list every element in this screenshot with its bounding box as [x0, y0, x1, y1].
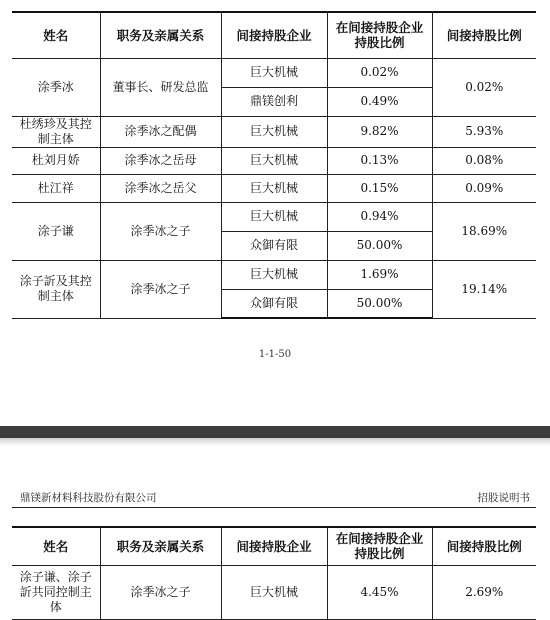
cell-company-ratio: 0.02%: [327, 58, 432, 87]
cell-company-ratio: 50.00%: [327, 231, 432, 260]
cell-total: 19.14%: [432, 260, 536, 318]
header-indirect-ratio: 间接持股比例: [432, 527, 536, 565]
header-company: 间接持股企业: [221, 12, 327, 58]
header-relation: 职务及亲属关系: [100, 12, 221, 58]
shareholding-table: [12, 11, 536, 319]
table-row: [12, 116, 536, 147]
cell-total: 0.08%: [432, 147, 536, 174]
cell-relation: 涂季冰之配偶: [100, 116, 221, 147]
cell-company-ratio: 50.00%: [327, 289, 432, 318]
cell-relation: 涂季冰之岳母: [100, 147, 221, 174]
cell-company: 巨大机械: [221, 174, 327, 202]
cell-total: 0.09%: [432, 174, 536, 202]
cell-relation: 董事长、研发总监: [100, 58, 221, 116]
header-indirect-ratio: 间接持股比例: [432, 12, 536, 58]
header-divider: [12, 507, 536, 508]
cell-company: 巨大机械: [221, 202, 327, 231]
cell-company-ratio: 1.69%: [327, 260, 432, 289]
cell-relation: 涂季冰之子: [100, 260, 221, 318]
document-type-header: 招股说明书: [477, 492, 530, 504]
company-name-header: 鼎镁新材料科技股份有限公司: [20, 492, 157, 504]
cell-company: 巨大机械: [221, 116, 327, 147]
cell-name: 杜刘月娇: [12, 147, 100, 174]
cell-name: 涂季冰: [12, 58, 100, 116]
cell-company: 巨大机械: [221, 58, 327, 87]
cell-company-ratio: 0.13%: [327, 147, 432, 174]
page-number: 1-1-50: [258, 349, 292, 360]
table-header-row: [12, 527, 536, 565]
cell-company: 众御有限: [221, 289, 327, 318]
page-separator: [0, 426, 550, 438]
cell-name: 涂子谦: [12, 202, 100, 260]
cell-relation: 涂季冰之子: [100, 202, 221, 260]
header-name: 姓名: [12, 12, 100, 58]
cell-total: 18.69%: [432, 202, 536, 260]
cell-company-ratio: 4.45%: [327, 565, 432, 619]
cell-company: 巨大机械: [221, 147, 327, 174]
cell-name: 杜江祥: [12, 174, 100, 202]
cell-company: 众御有限: [221, 231, 327, 260]
shareholding-table-continued: [12, 526, 536, 620]
table-row: [12, 58, 536, 87]
cell-company-ratio: 0.15%: [327, 174, 432, 202]
cell-total: 2.69%: [432, 565, 536, 619]
table-row: [12, 260, 536, 289]
cell-relation: 涂季冰之子: [100, 565, 221, 619]
cell-company: 巨大机械: [221, 565, 327, 619]
table-row: [12, 174, 536, 202]
header-relation: 职务及亲属关系: [100, 527, 221, 565]
cell-total: 0.02%: [432, 58, 536, 116]
cell-company: 鼎镁创利: [221, 87, 327, 116]
cell-company-ratio: 9.82%: [327, 116, 432, 147]
header-company-ratio: 在间接持股企业持股比例: [327, 12, 432, 58]
cell-name: 涂子訢及其控制主体: [12, 260, 100, 318]
table-header-row: [12, 12, 536, 58]
document-page-2: [0, 446, 550, 620]
table-row: [12, 202, 536, 231]
header-company: 间接持股企业: [221, 527, 327, 565]
header-company-ratio: 在间接持股企业持股比例: [327, 527, 432, 565]
header-name: 姓名: [12, 527, 100, 565]
table-row: [12, 565, 536, 619]
cell-total: 5.93%: [432, 116, 536, 147]
cell-company: 巨大机械: [221, 260, 327, 289]
cell-company-ratio: 0.94%: [327, 202, 432, 231]
page-separator-shadow: [0, 438, 550, 446]
cell-company-ratio: 0.49%: [327, 87, 432, 116]
cell-name: 涂子谦、涂子訢共同控制主体: [12, 565, 100, 619]
cell-name: 杜绣珍及其控制主体: [12, 116, 100, 147]
cell-relation: 涂季冰之岳父: [100, 174, 221, 202]
table-row: [12, 147, 536, 174]
